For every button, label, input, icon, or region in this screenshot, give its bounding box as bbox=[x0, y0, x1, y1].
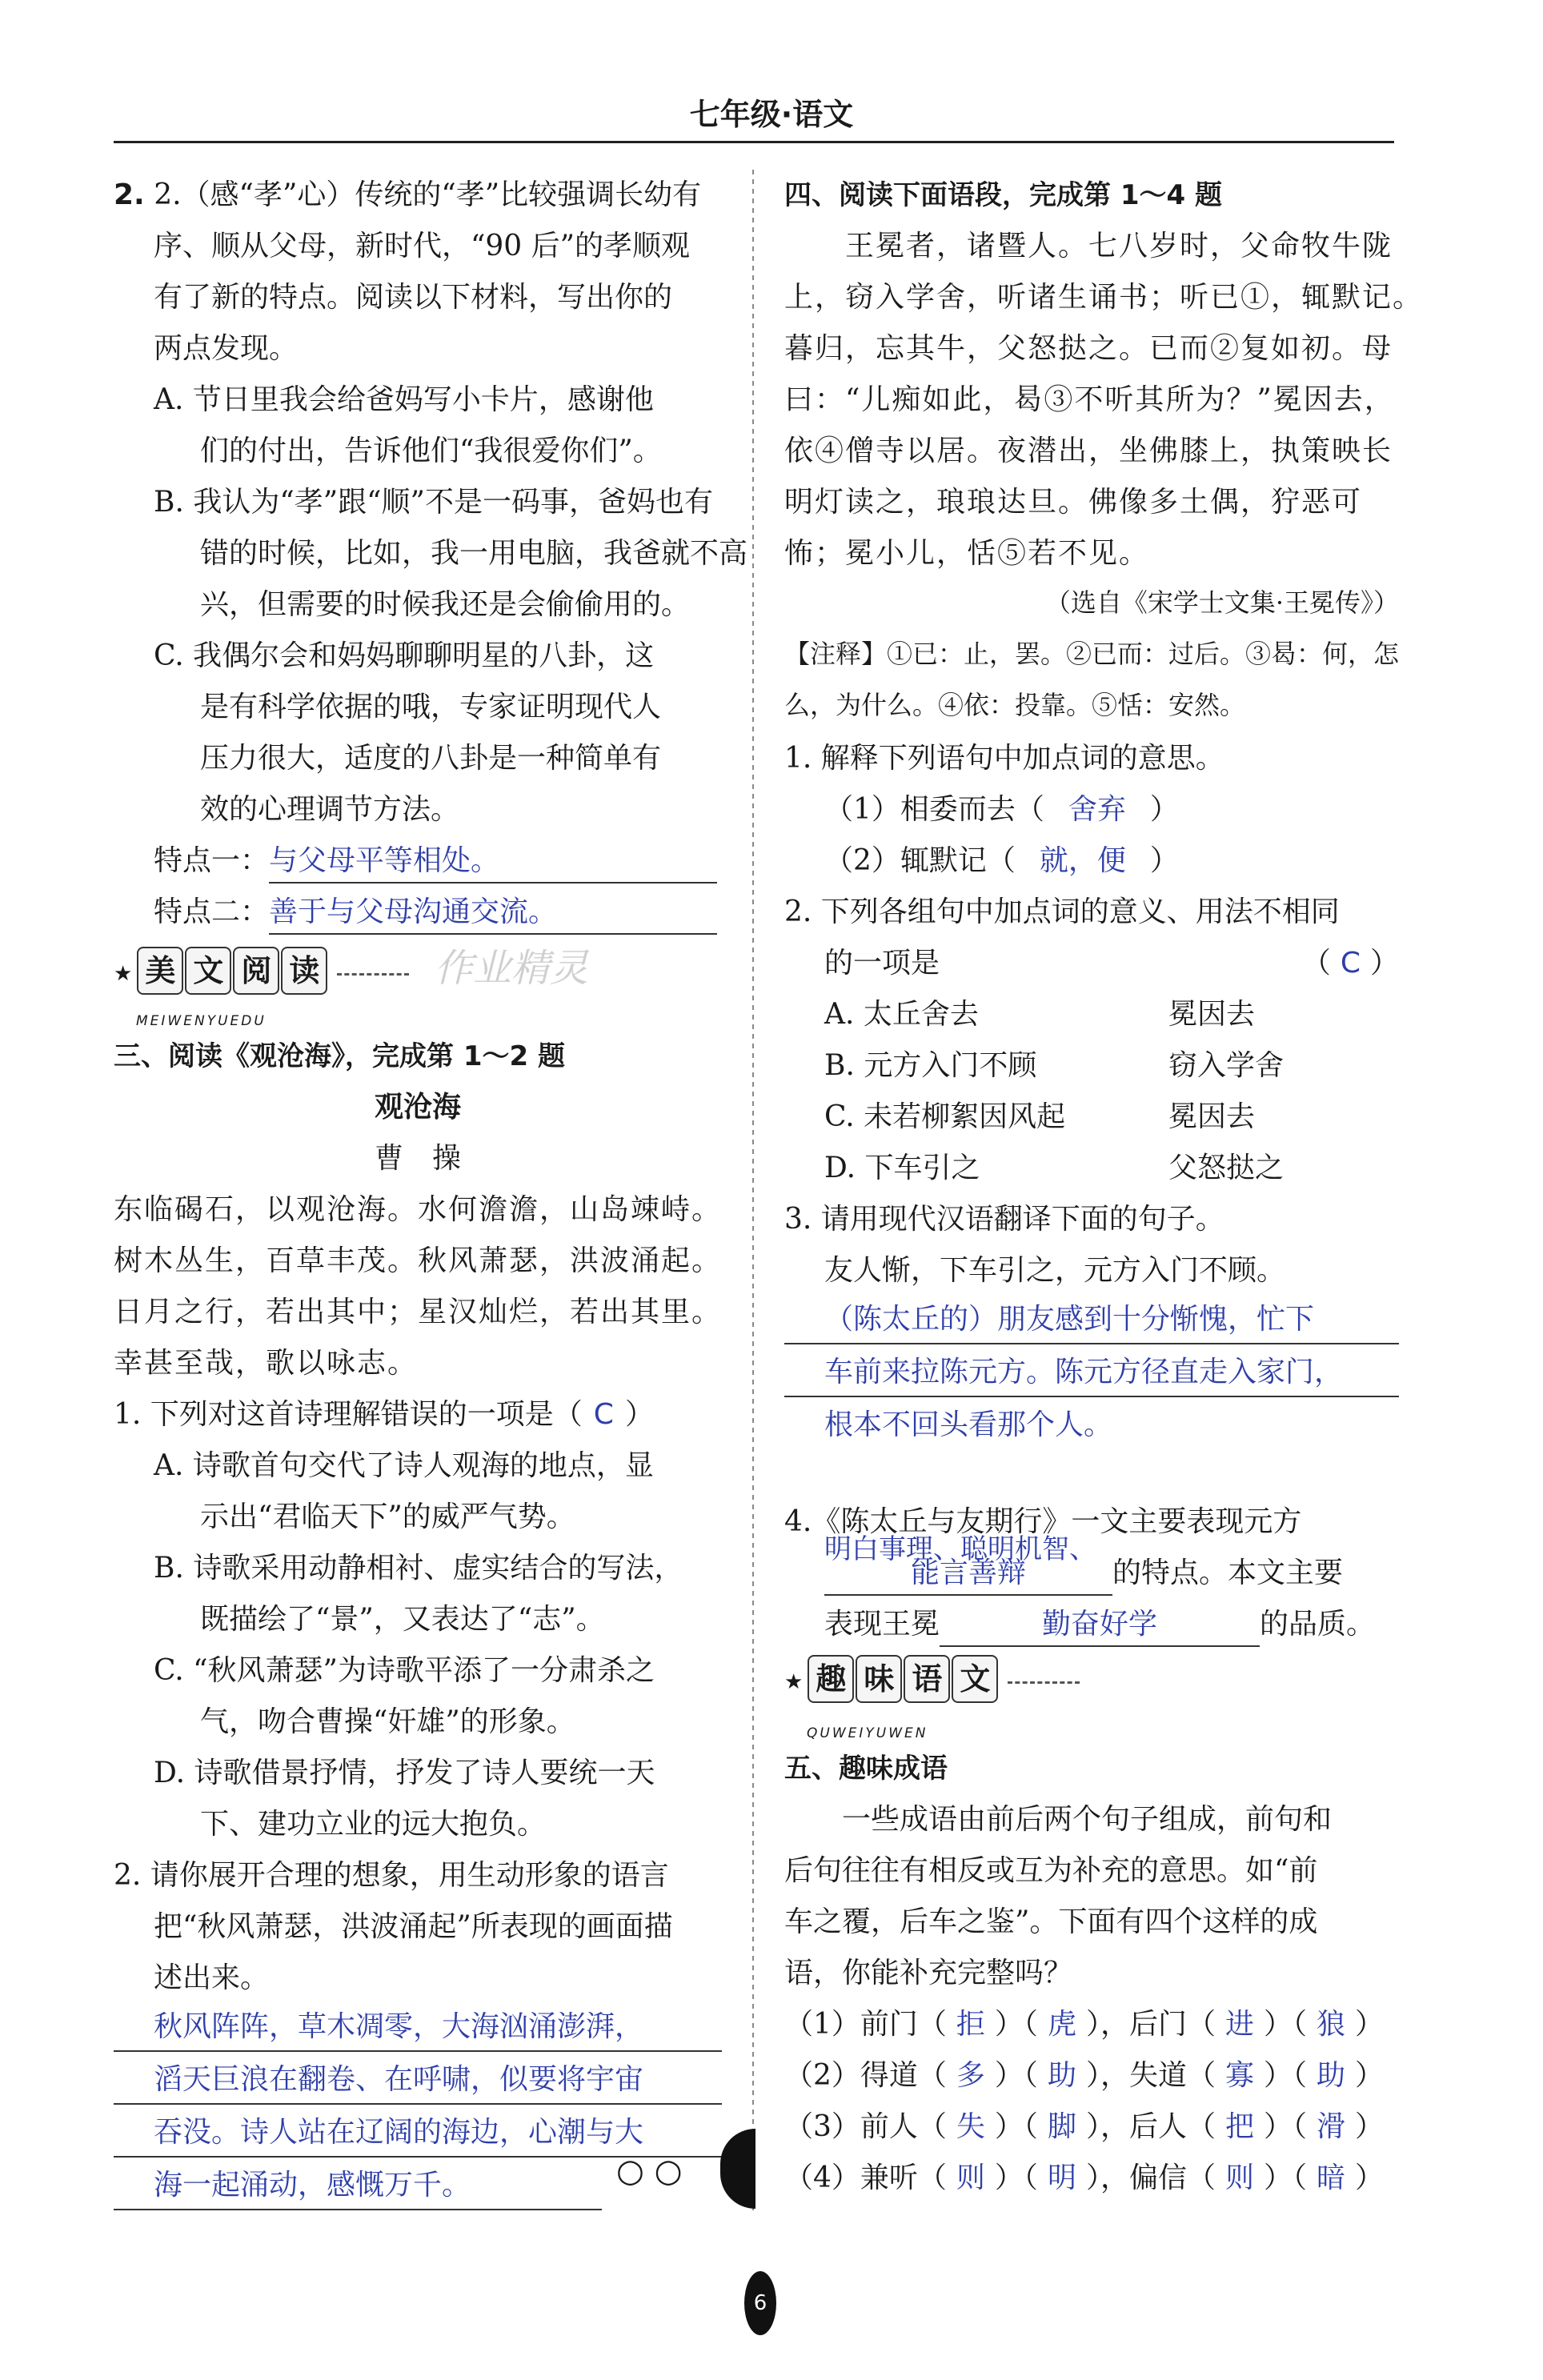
sec4-q3: 3. 请用现代汉语翻译下面的句子。 bbox=[784, 1203, 1224, 1236]
poem-author: 曹 操 bbox=[374, 1142, 461, 1175]
sec4-q1-item1-answer: 舍弃 bbox=[1068, 793, 1126, 826]
sec3-q1-answer: C bbox=[593, 1398, 614, 1431]
sec4-q3-answer-line: （陈太丘的）朋友感到十分惭愧，忙下 bbox=[784, 1296, 1399, 1344]
sec3-q1-option-c: C. “秋风萧瑟”为诗歌平添了一分肃杀之 bbox=[154, 1654, 655, 1687]
q2-option-b-cont: 错的时候，比如，我一用电脑，我爸就不高 bbox=[200, 537, 748, 570]
passage-source: （选自《宋学士文集·王冕传》） bbox=[1044, 587, 1399, 618]
sec4-q3-answer-line: 根本不回头看那个人。 bbox=[824, 1408, 1113, 1441]
passage-line: 暮归，忘其牛，父怒挞之。已而②复如初。母 bbox=[784, 332, 1393, 365]
poem-line: 树木丛生，百草丰茂。秋风萧瑟，洪波涌起。 bbox=[114, 1244, 723, 1277]
feature-one-label: 特点一： bbox=[154, 844, 270, 877]
sec3-q1-option-b: B. 诗歌采用动静相衬、虚实结合的写法， bbox=[154, 1552, 683, 1585]
annotation-line: 【注释】①已：止，罢。②已而：过后。③曷：何，怎 bbox=[784, 639, 1400, 669]
q2-line: 2. 2.（感“孝”心）传统的“孝”比较强调长幼有 bbox=[114, 178, 702, 211]
banner-char: 美 bbox=[137, 947, 183, 995]
sec3-q2-answer-line: 吞没。诗人站在辽阔的海边，心潮与大 bbox=[114, 2110, 722, 2158]
sec4-q2-cont: 的一项是 （ C ） bbox=[824, 947, 1399, 980]
banner-quwei-yuwen bbox=[784, 1655, 1399, 1741]
sec4-q2-option-d: D. 下车引之 父怒挞之 bbox=[824, 1152, 1284, 1184]
poem-line: 幸甚至哉，歌以咏志。 bbox=[114, 1347, 419, 1380]
poem-line: 日月之行，若出其中；星汉灿烂，若出其里。 bbox=[114, 1296, 723, 1328]
sec3-q1: 1. 下列对这首诗理解错误的一项是（ C ） bbox=[114, 1398, 654, 1431]
sec5-text: 一些成语由前后两个句子组成，前句和 bbox=[784, 1803, 1333, 1836]
banner-char: 趣 bbox=[808, 1655, 854, 1703]
sec4-q4-answer-3: 勤奋好学 bbox=[940, 1604, 1260, 1647]
section-4-title: 四、阅读下面语段，完成第 1～4 题 bbox=[784, 179, 1222, 211]
q2-option-c-cont: 效的心理调节方法。 bbox=[200, 793, 460, 826]
star-icon: ★ bbox=[784, 1670, 804, 1694]
sec3-q2-answer-line: 秋风阵阵，草木凋零，大海汹涌澎湃， bbox=[114, 2004, 722, 2052]
poem-title: 观沧海 bbox=[374, 1091, 461, 1124]
sec4-q2-option-a: A. 太丘舍去 冕因去 bbox=[824, 998, 1256, 1031]
sec3-q1-option-c-cont: 气，吻合曹操“奸雄”的形象。 bbox=[200, 1705, 575, 1738]
idiom-item-2: （2）得道（ 多 ）（ 助 ），失道（ 寡 ）（ 助 ） bbox=[784, 2059, 1385, 2092]
feature-two-label: 特点二： bbox=[154, 896, 270, 928]
passage-line: 王冕者，诸暨人。七八岁时，父命牧牛陇 bbox=[784, 230, 1393, 262]
annotation-line: 么，为什么。④依：投靠。⑤恬：安然。 bbox=[784, 690, 1246, 720]
section-3 bbox=[114, 1031, 722, 2210]
section-3-title: 三、阅读《观沧海》，完成第 1～2 题 bbox=[114, 1040, 565, 1072]
q2-option-b-cont: 兴，但需要的时候我还是会偷偷用的。 bbox=[200, 588, 691, 621]
sec3-q1-option-d: D. 诗歌借景抒情，抒发了诗人要统一天 bbox=[154, 1757, 655, 1789]
banner-char: 文 bbox=[952, 1655, 998, 1703]
decorative-half-circle bbox=[720, 2129, 755, 2209]
feature-two bbox=[114, 887, 722, 938]
q2-line: 有了新的特点。阅读以下材料，写出你的 bbox=[154, 281, 673, 314]
q2-line: 两点发现。 bbox=[154, 332, 299, 365]
star-icon: ★ bbox=[114, 962, 133, 986]
left-column bbox=[114, 170, 748, 2210]
sec3-q1-option-a: A. 诗歌首句交代了诗人观海的地点，显 bbox=[154, 1449, 654, 1482]
sec4-q1-item2-answer: 就，便 bbox=[1039, 844, 1126, 877]
page-number: 6 bbox=[744, 2271, 776, 2335]
banner-dash bbox=[1008, 1681, 1080, 1684]
section-4 bbox=[784, 170, 1424, 1650]
sec4-q1: 1. 解释下列语句中加点词的意思。 bbox=[784, 742, 1224, 775]
banner-char: 阅 bbox=[233, 947, 279, 995]
sec4-q4-answer-1: 明白事理、聪明机智、 bbox=[824, 1533, 1096, 1565]
right-column bbox=[784, 170, 1424, 2204]
sec3-q2-cont: 述出来。 bbox=[154, 1961, 270, 1994]
section-5-title: 五、趣味成语 bbox=[784, 1753, 948, 1785]
idiom-item-3: （3）前人（ 失 ）（ 脚 ），后人（ 把 ）（ 滑 ） bbox=[784, 2110, 1385, 2143]
idiom-item-1: （1）前门（ 拒 ）（ 虎 ），后门（ 进 ）（ 狼 ） bbox=[784, 2008, 1385, 2041]
q2-option-c-cont: 压力很大，适度的八卦是一种简单有 bbox=[200, 742, 662, 775]
feature-two-answer: 善于与父母沟通交流。 bbox=[269, 891, 717, 935]
sec4-q4: 4.《陈太丘与友期行》一文主要表现元方 bbox=[784, 1505, 1302, 1538]
idiom-item-4: （4）兼听（ 则 ）（ 明 ），偏信（ 则 ）（ 暗 ） bbox=[784, 2162, 1385, 2194]
sec4-q2-answer: C bbox=[1340, 947, 1361, 980]
passage-line: 上，窃入学舍，听诸生诵书；听已①，辄默记。 bbox=[784, 281, 1424, 314]
passage-line: 怖；冕小儿，恬⑤若不见。 bbox=[784, 537, 1150, 570]
q2-option-a: A. 节日里我会给爸妈写小卡片，感谢他 bbox=[154, 383, 654, 416]
sec4-q4-answer-2: 能言善辩 bbox=[824, 1553, 1112, 1596]
q2-option-a-cont: 们的付出，告诉他们“我很爱你们”。 bbox=[200, 435, 662, 467]
banner-char: 读 bbox=[281, 947, 327, 995]
sec5-text: 语，你能补充完整吗？ bbox=[784, 1957, 1073, 1989]
watermark: 作业精灵 bbox=[434, 946, 588, 991]
banner-char: 语 bbox=[904, 1655, 950, 1703]
banner-pinyin: QUWEIYUWEN bbox=[807, 1725, 928, 1741]
sec4-q3-answer-line: 车前来拉陈元方。陈元方径直走入家门， bbox=[784, 1349, 1399, 1397]
sec4-q2-option-c: C. 未若柳絮因风起 冕因去 bbox=[824, 1100, 1256, 1133]
banner-dash bbox=[337, 973, 409, 976]
column-divider bbox=[752, 170, 754, 2210]
sec3-q2: 2. 请你展开合理的想象，用生动形象的语言 bbox=[114, 1859, 669, 1892]
decorative-circles: ○ ○ bbox=[616, 2153, 683, 2190]
sec3-q2-answer-line: 海一起涌动，感慨万千。 bbox=[114, 2162, 602, 2210]
feature-one-answer: 与父母平等相处。 bbox=[269, 840, 717, 883]
banner-meiwen-yuedu bbox=[114, 943, 722, 1029]
q2-option-c: C. 我偶尔会和妈妈聊聊明星的八卦，这 bbox=[154, 639, 655, 672]
q2-line: 序、顺从父母，新时代，“90 后”的孝顺观 bbox=[154, 230, 691, 262]
passage-line: 曰：“儿痴如此，曷③不听其所为？”冕因去， bbox=[784, 383, 1395, 416]
q2-option-c-cont: 是有科学依据的哦，专家证明现代人 bbox=[200, 691, 662, 723]
passage-line: 依④僧寺以居。夜潜出，坐佛膝上，执策映长 bbox=[784, 435, 1393, 467]
poem-line: 东临碣石，以观沧海。水何澹澹，山岛竦峙。 bbox=[114, 1193, 723, 1226]
banner-char: 文 bbox=[185, 947, 231, 995]
header-rule bbox=[114, 141, 1394, 143]
feature-one bbox=[114, 835, 722, 887]
sec4-q1-item1: （1）相委而去（ 舍弃 ） bbox=[824, 793, 1179, 826]
sec3-q1-option-a-cont: 示出“君临天下”的威严气势。 bbox=[200, 1501, 575, 1533]
banner-pinyin: MEIWENYUEDU bbox=[136, 1013, 267, 1029]
sec4-q2-option-b: B. 元方入门不顾 窃入学舍 bbox=[824, 1049, 1284, 1082]
sec3-q2-cont: 把“秋风萧瑟，洪波涌起”所表现的画面描 bbox=[154, 1910, 673, 1943]
sec4-q2: 2. 下列各组句中加点词的意义、用法不相同 bbox=[784, 896, 1340, 928]
sec5-text: 后句往往有相反或互为补充的意思。如“前 bbox=[784, 1854, 1318, 1887]
banner-char: 味 bbox=[856, 1655, 902, 1703]
sec4-q4-line3: 表现王冕 勤奋好学 的品质。 bbox=[784, 1599, 1399, 1650]
spacer bbox=[784, 1448, 1399, 1497]
sec4-q1-item2: （2）辄默记（ 就，便 ） bbox=[824, 844, 1179, 877]
passage-line: 明灯读之，琅琅达旦。佛像多土偶，狞恶可 bbox=[784, 486, 1363, 519]
sec4-q4-line2: 明白事理、聪明机智、 能言善辩 的特点。本文主要 bbox=[784, 1548, 1399, 1599]
page-header-title: 七年级·语文 bbox=[689, 97, 854, 132]
sec5-text: 车之覆，后车之鉴”。下面有四个这样的成 bbox=[784, 1905, 1318, 1938]
section-5 bbox=[784, 1743, 1399, 2204]
sec3-q1-option-d-cont: 下、建功立业的远大抱负。 bbox=[200, 1808, 547, 1841]
question-2-feelfilial bbox=[114, 170, 748, 938]
sec4-q3-source: 友人惭，下车引之，元方入门不顾。 bbox=[824, 1254, 1286, 1287]
sec3-q1-option-b-cont: 既描绘了“景”，又表达了“志”。 bbox=[200, 1603, 605, 1636]
q2-option-b: B. 我认为“孝”跟“顺”不是一码事，爸妈也有 bbox=[154, 486, 713, 519]
sec3-q2-answer-line: 滔天巨浪在翻卷、在呼啸，似要将宇宙 bbox=[114, 2057, 722, 2105]
